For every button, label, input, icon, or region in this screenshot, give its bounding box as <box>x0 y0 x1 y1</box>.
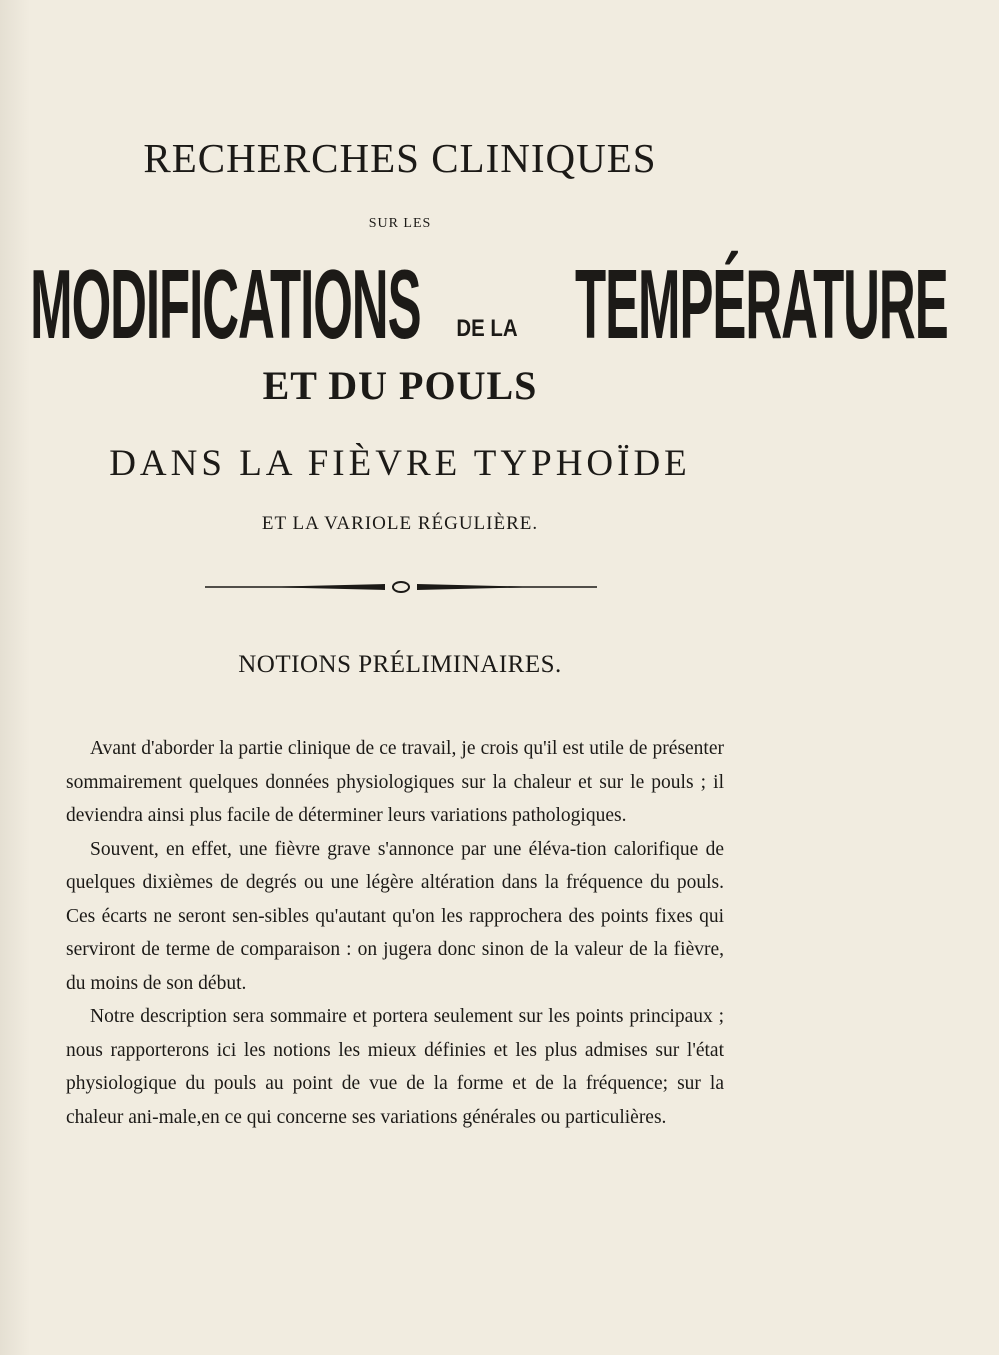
title-fievre-typhoide: DANS LA FIÈVRE TYPHOÏDE <box>109 443 691 484</box>
paragraph-3: Notre description sera sommaire et portera seulement sur les points principaux ; nous rapporterons ici les notions les mieux définies et les plus admises sur l'état physiologique du pouls au point de vue de la forme et de la fréquence; sur la chaleur ani-male,en ce qui concerne ses variations générales ou particulières. <box>66 1006 724 1128</box>
title-sur-les: SUR LES <box>368 216 432 231</box>
section-heading: NOTIONS PRÉLIMINAIRES. <box>238 651 562 678</box>
title-de-la: DE LA <box>456 315 518 342</box>
title-main <box>0 249 948 359</box>
body-text <box>66 732 724 1134</box>
title-recherches-cliniques: RECHERCHES CLINIQUES <box>143 135 657 181</box>
paragraph-2: Souvent, en effet, une fièvre grave s'annonce par une éléva-tion calorifique de quelques dixièmes de degrés ou une légère altération dans la fréquence du pouls. Ces écarts ne seront sen-sibles qu'autant qu'on les rapprochera des points fixes qui serviront de terme de comparaison : on jugera donc sinon de la valeur de la fièvre, du moins de son début. <box>66 838 724 994</box>
paragraph-1: Avant d'aborder la partie clinique de ce travail, je crois qu'il est utile de présenter sommairement quelques données physiologiques sur la chaleur et sur le pouls ; il deviendra ainsi plus facile de déterminer leurs variations pathologiques. <box>66 738 724 826</box>
title-modifications: MODIFICATIONS <box>30 249 421 359</box>
title-variole: ET LA VARIOLE RÉGULIÈRE. <box>261 513 539 534</box>
ornament-divider <box>205 580 597 594</box>
title-temperature: TEMPÉRATURE <box>574 249 948 359</box>
title-et-du-pouls: ET DU POULS <box>262 363 538 408</box>
